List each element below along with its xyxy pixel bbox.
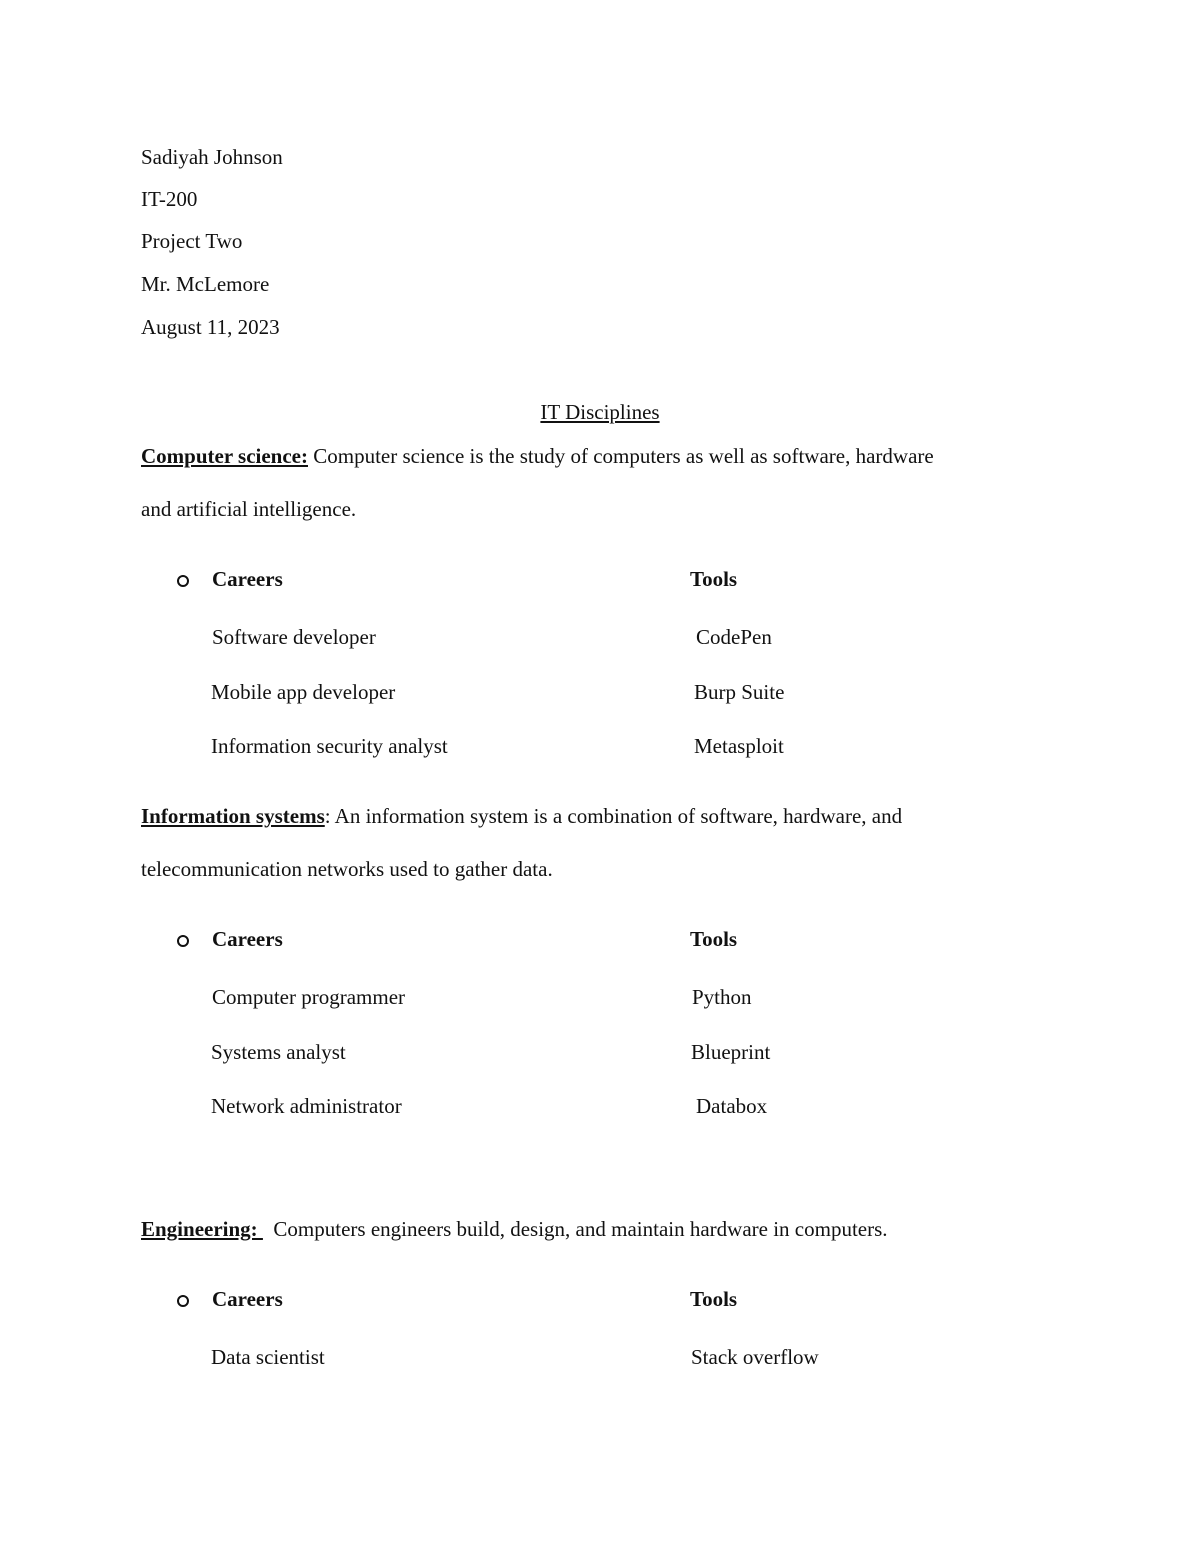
author-name: Sadiyah Johnson [141, 145, 283, 169]
careers-header: Careers [212, 927, 283, 951]
document-date: August 11, 2023 [141, 315, 280, 339]
tool-item: Metasploit [694, 734, 784, 758]
tool-item: Stack overflow [691, 1345, 819, 1369]
careers-header: Careers [212, 1287, 283, 1311]
career-item: Data scientist [211, 1345, 325, 1369]
career-item: Software developer [212, 625, 376, 649]
section-term: Information systems [141, 804, 325, 828]
section-description-line-1 [141, 790, 1061, 843]
section-description-text: Computers engineers build, design, and maintain hardware in computers. [262, 1217, 888, 1241]
career-item: Computer programmer [212, 985, 406, 1009]
tools-header: Tools [690, 927, 738, 951]
career-item: Network administrator [211, 1094, 402, 1118]
tool-item: Databox [696, 1094, 768, 1118]
tool-item: Blueprint [691, 1040, 771, 1064]
career-item: Information security analyst [211, 734, 448, 758]
section-term: Engineering: [141, 1217, 263, 1241]
bullet-icon [177, 935, 189, 947]
bullet-icon [177, 575, 189, 587]
course-code: IT-200 [141, 187, 198, 211]
section-description-text: : An information system is a combination of software, hardware, and [324, 804, 903, 828]
tool-item: CodePen [696, 625, 772, 649]
section-information-systems [141, 790, 1061, 896]
tool-item: Python [692, 985, 752, 1009]
section-engineering [141, 1203, 1061, 1256]
section-computer-science [141, 430, 1061, 536]
section-description-text: Computer science is the study of computers as well as software, hardware [308, 444, 934, 468]
assignment-title: Project Two [141, 229, 243, 253]
bullet-icon [177, 1295, 189, 1307]
section-description-line-2: telecommunication networks used to gather data. [141, 857, 553, 881]
tools-header: Tools [690, 567, 738, 591]
careers-header: Careers [212, 567, 283, 591]
career-item: Systems analyst [211, 1040, 346, 1064]
tools-header: Tools [690, 1287, 738, 1311]
section-description-line-1 [141, 1203, 1061, 1256]
document-title: IT Disciplines [540, 400, 660, 424]
section-description-line-1 [141, 430, 1061, 483]
section-description-line-2: and artificial intelligence. [141, 497, 357, 521]
instructor-name: Mr. McLemore [141, 272, 270, 296]
tool-item: Burp Suite [694, 680, 785, 704]
career-item: Mobile app developer [211, 680, 396, 704]
section-term: Computer science: [141, 444, 308, 468]
